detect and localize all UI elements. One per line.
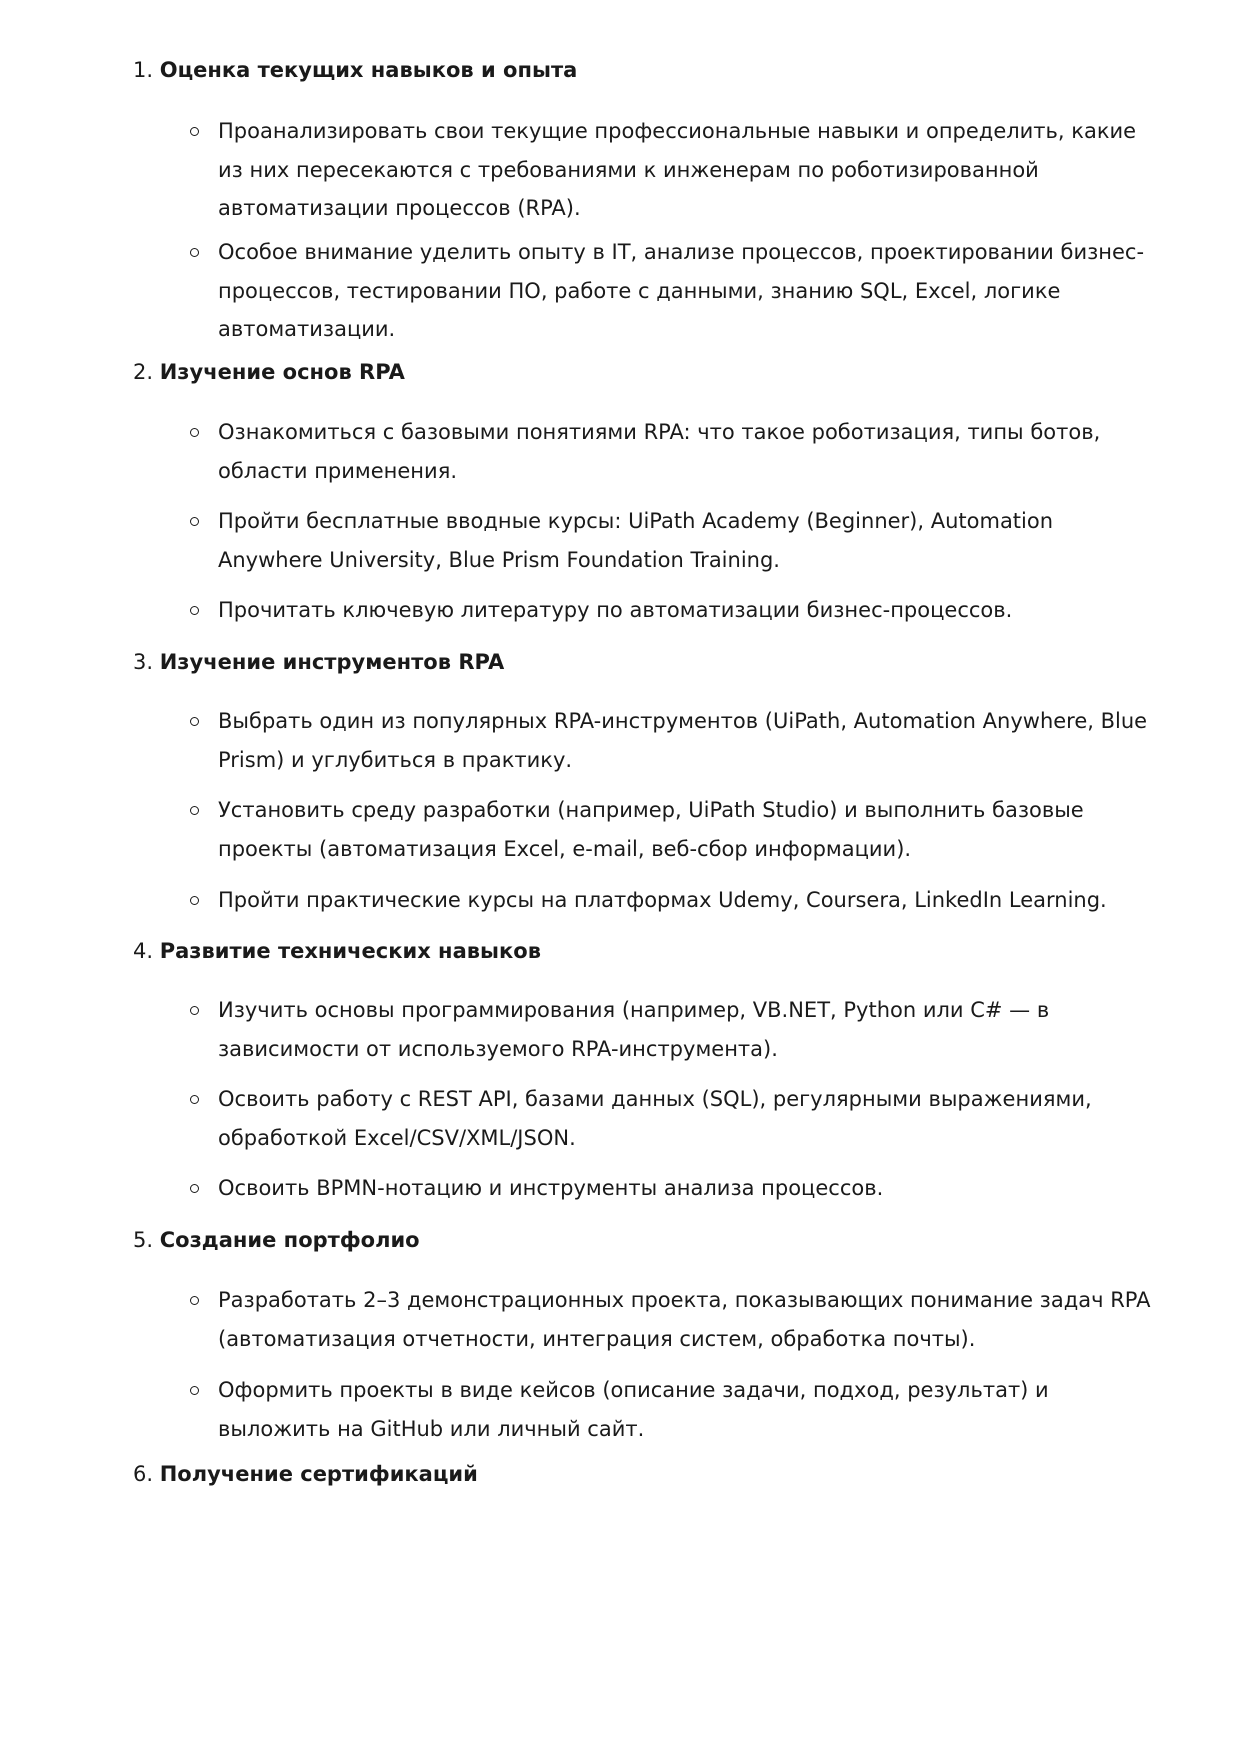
section-number: 3. bbox=[133, 650, 154, 674]
hollow-bullet-icon bbox=[190, 896, 199, 905]
hollow-bullet-icon bbox=[190, 127, 199, 136]
list-item-text: Пройти практические курсы на платформах Udemy, Coursera, LinkedIn Learning. bbox=[218, 888, 1107, 912]
hollow-bullet-icon bbox=[190, 606, 199, 615]
section-number: 5. bbox=[133, 1228, 154, 1252]
hollow-bullet-icon bbox=[190, 1006, 199, 1015]
section-number: 2. bbox=[133, 360, 154, 384]
section-title: Получение сертификаций bbox=[159, 1462, 478, 1486]
hollow-bullet-icon bbox=[190, 1184, 199, 1193]
section-heading bbox=[133, 935, 541, 967]
list-item-text: Освоить BPMN-нотацию и инструменты анализа процессов. bbox=[218, 1176, 884, 1200]
section-heading bbox=[133, 1458, 478, 1490]
section-number: 1. bbox=[133, 58, 154, 82]
section-heading bbox=[133, 356, 405, 388]
list-item-text: Выбрать один из популярных RPA-инструментов (UiPath, Automation Anywhere, Blue Prism) и углубиться в практику. bbox=[218, 709, 1148, 772]
hollow-bullet-icon bbox=[190, 717, 199, 726]
section-heading bbox=[133, 54, 577, 86]
hollow-bullet-icon bbox=[190, 1095, 199, 1104]
section-title: Изучение основ RPA bbox=[159, 360, 405, 384]
list-item-text: Проанализировать свои текущие профессиональные навыки и определить, какие из них пересекаются с требованиями к инженерам по роботизированной автоматизации процессов (RPA). bbox=[218, 119, 1137, 220]
hollow-bullet-icon bbox=[190, 248, 199, 257]
section-title: Изучение инструментов RPA bbox=[159, 650, 505, 674]
section-title: Создание портфолио bbox=[159, 1228, 420, 1252]
list-item-text: Освоить работу с REST API, базами данных (SQL), регулярными выражениями, обработкой Excel/CSV/XML/JSON. bbox=[218, 1087, 1092, 1150]
section-number: 4. bbox=[133, 939, 154, 963]
list-item-text: Прочитать ключевую литературу по автоматизации бизнес-процессов. bbox=[218, 598, 1013, 622]
list-item-text: Ознакомиться с базовыми понятиями RPA: что такое роботизация, типы ботов, области применения. bbox=[218, 420, 1101, 483]
hollow-bullet-icon bbox=[190, 1296, 199, 1305]
list-item-text: Пройти бесплатные вводные курсы: UiPath Academy (Beginner), Automation Anywhere University, Blue Prism Foundation Training. bbox=[218, 509, 1054, 572]
hollow-bullet-icon bbox=[190, 428, 199, 437]
section-number: 6. bbox=[133, 1462, 154, 1486]
section-title: Оценка текущих навыков и опыта bbox=[159, 58, 578, 82]
list-item-text: Особое внимание уделить опыту в IT, анализе процессов, проектировании бизнес-процессов, тестировании ПО, работе с данными, знанию SQL, Excel, логике автоматизации. bbox=[218, 240, 1145, 341]
section-title: Развитие технических навыков bbox=[159, 939, 541, 963]
list-item-text: Установить среду разработки (например, UiPath Studio) и выполнить базовые проекты (автоматизация Excel, e-mail, веб-сбор информации). bbox=[218, 798, 1084, 861]
hollow-bullet-icon bbox=[190, 517, 199, 526]
list-item-text: Разработать 2–3 демонстрационных проекта, показывающих понимание задач RPA (автоматизация отчетности, интеграция систем, обработка почты). bbox=[218, 1288, 1151, 1351]
hollow-bullet-icon bbox=[190, 1386, 199, 1395]
section-heading bbox=[133, 646, 504, 678]
section-heading bbox=[133, 1224, 420, 1256]
list-item-text: Изучить основы программирования (например, VB.NET, Python или C# — в зависимости от используемого RPA-инструмента). bbox=[218, 998, 1050, 1061]
list-item-text: Оформить проекты в виде кейсов (описание задачи, подход, результат) и выложить на GitHub или личный сайт. bbox=[218, 1378, 1049, 1441]
hollow-bullet-icon bbox=[190, 806, 199, 815]
